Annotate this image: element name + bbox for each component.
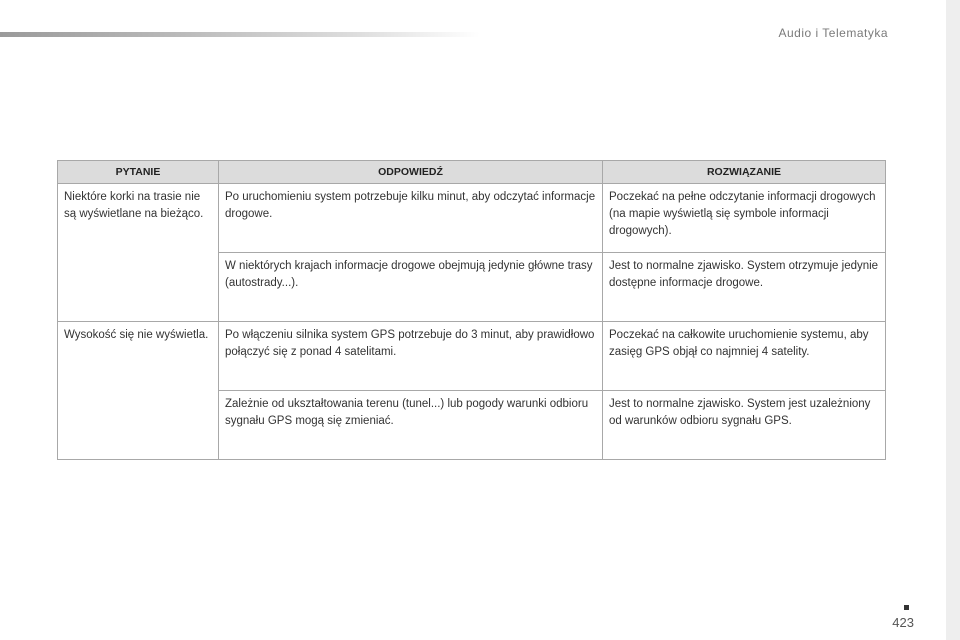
question-cell: Wysokość się nie wyświetla. xyxy=(58,322,219,460)
answer-cell: W niektórych krajach informacje drogowe obejmują jedynie główne trasy (autostrady...). xyxy=(219,253,603,322)
faq-table xyxy=(57,160,886,460)
column-header-question: PYTANIE xyxy=(58,161,219,184)
solution-cell: Poczekać na pełne odczytanie informacji drogowych (na mapie wyświetlą się symbole informacji drogowych). xyxy=(603,184,886,253)
section-title: Audio i Telematyka xyxy=(778,26,888,40)
column-header-answer: ODPOWIEDŹ xyxy=(219,161,603,184)
solution-cell: Jest to normalne zjawisko. System jest uzależniony od warunków odbioru sygnału GPS. xyxy=(603,391,886,460)
answer-cell: Zależnie od ukształtowania terenu (tunel...) lub pogody warunki odbioru sygnału GPS mogą się zmieniać. xyxy=(219,391,603,460)
page-edge-strip xyxy=(946,0,960,640)
column-header-solution: ROZWIĄZANIE xyxy=(603,161,886,184)
table-row xyxy=(58,184,886,253)
question-cell: Niektóre korki na trasie nie są wyświetlane na bieżąco. xyxy=(58,184,219,322)
table-header-row xyxy=(58,161,886,184)
answer-cell: Po uruchomieniu system potrzebuje kilku minut, aby odczytać informacje drogowe. xyxy=(219,184,603,253)
page-marker-square xyxy=(904,605,909,610)
page-number: 423 xyxy=(892,615,914,630)
table-row xyxy=(58,322,886,391)
solution-cell: Poczekać na całkowite uruchomienie systemu, aby zasięg GPS objął co najmniej 4 satelity. xyxy=(603,322,886,391)
solution-cell: Jest to normalne zjawisko. System otrzymuje jedynie dostępne informacje drogowe. xyxy=(603,253,886,322)
header-gradient-bar xyxy=(0,32,480,37)
answer-cell: Po włączeniu silnika system GPS potrzebuje do 3 minut, aby prawidłowo połączyć się z ponad 4 satelitami. xyxy=(219,322,603,391)
